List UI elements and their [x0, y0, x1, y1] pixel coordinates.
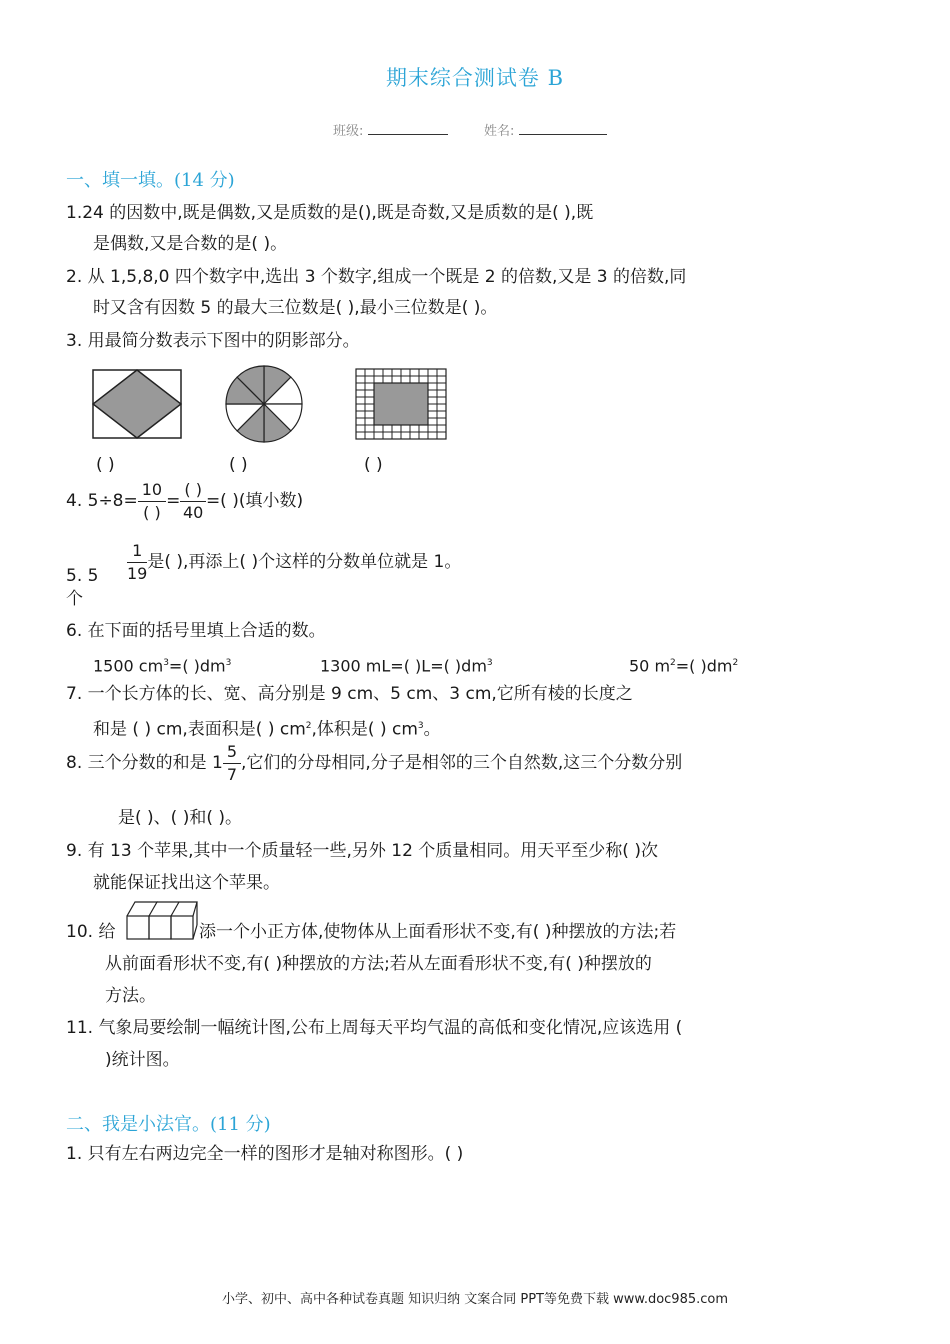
q2-line2: 时又含有因数 5 的最大三位数是( ),最小三位数是( )。: [93, 298, 498, 318]
q6-item-1-text: 1500 cm: [93, 656, 164, 676]
q5-suffix: 是( ),再添上( )个这样的分数单位就是 1。: [147, 552, 462, 572]
q8-frac-num: 5: [223, 741, 241, 764]
q4-frac2-num[interactable]: ( ): [180, 479, 206, 502]
diamond-figure: [92, 369, 182, 439]
q5-line: [127, 537, 461, 587]
q7-line2b: ,体积是( ) cm: [311, 719, 418, 740]
section-1-heading: 一、填一填。(14 分): [66, 170, 235, 191]
q6-item-1-sup: 3: [163, 658, 169, 668]
q10-line3: 方法。: [105, 986, 156, 1006]
q7-line2a: 和是 ( ) cm,表面积是( ) cm: [93, 719, 306, 740]
q8-frac-den: 7: [226, 764, 238, 784]
q6-line1: 6. 在下面的括号里填上合适的数。: [66, 621, 326, 641]
page-title: 期末综合测试卷 B: [385, 66, 565, 90]
q6-item-1-sup2: 3: [225, 658, 232, 668]
section-2-heading: 二、我是小法官。(11 分): [66, 1114, 271, 1135]
q7-sup-2: 3: [417, 721, 424, 731]
q6-item-1: [93, 648, 231, 681]
q4-fraction-1: [138, 479, 166, 524]
q4-fraction-2: [180, 479, 206, 524]
q1-line1: 1.24 的因数中,既是偶数,又是质数的是(),既是奇数,又是质数的是( ),既: [66, 203, 594, 223]
name-label: 姓名:: [484, 124, 515, 139]
q6-item-2-sup: 3: [486, 658, 493, 668]
q11-line1: 11. 气象局要绘制一幅统计图,公布上周每天平均气温的高低和变化情况,应该选用 (: [66, 1018, 683, 1038]
q6-item-3-text: 50 m: [629, 656, 671, 676]
footer-text: 小学、初中、高中各种试卷真题 知识归纳 文案合同 PPT等免费下载 www.doc985.com: [221, 1292, 729, 1307]
q7-line2c: 。: [423, 719, 441, 740]
grid-figure: [355, 368, 447, 440]
q4-suffix: =( )(填小数): [205, 491, 304, 511]
cubes-figure: [126, 900, 198, 941]
q3-blank-2[interactable]: ( ): [229, 455, 248, 475]
q4-prefix: 4. 5÷8=: [66, 491, 138, 511]
q3-blank-1[interactable]: ( ): [96, 455, 115, 475]
q8-prefix: 8. 三个分数的和是 1: [66, 753, 223, 773]
q5-frac-num: 1: [127, 540, 147, 563]
q4-line: [66, 476, 303, 526]
circle-figure: [224, 364, 304, 444]
name-field: [484, 120, 607, 139]
q6-item-2: [320, 648, 493, 681]
q6-item-3: [629, 648, 738, 681]
class-label: 班级:: [333, 124, 364, 139]
q2-line1: 2. 从 1,5,8,0 四个数字中,选出 3 个数字,组成一个既是 2 的倍数,又是 3 的倍数,同: [66, 267, 687, 287]
q8-line2: 是( )、( )和( )。: [118, 808, 243, 828]
q11-line2: )统计图。: [105, 1050, 180, 1070]
class-field: [333, 120, 448, 139]
q6-item-3-after: =( )dm: [675, 656, 733, 676]
q6-item-1-after: =( )dm: [168, 656, 226, 676]
q4-frac1-num: 10: [138, 479, 166, 502]
q8-fraction: [223, 741, 241, 786]
class-blank[interactable]: [368, 122, 448, 135]
q8-line1: [66, 738, 682, 788]
q5-prefix: 5. 5: [66, 566, 99, 586]
q4-frac1-den[interactable]: ( ): [143, 502, 161, 522]
q7-line1: 7. 一个长方体的长、宽、高分别是 9 cm、5 cm、3 cm,它所有棱的长度之: [66, 684, 633, 704]
name-blank[interactable]: [519, 122, 607, 135]
q1-line2: 是偶数,又是合数的是( )。: [93, 234, 288, 254]
q5-prefix2: 个: [66, 589, 83, 609]
s2-q1-line1: 1. 只有左右两边完全一样的图形才是轴对称图形。( ): [66, 1144, 464, 1164]
q6-item-3-sup2: 2: [732, 658, 739, 668]
grid-shaded: [374, 383, 428, 425]
q5-fraction: [127, 540, 147, 585]
q6-item-2-text: 1300 mL=( )L=( )dm: [320, 656, 487, 676]
q8-suffix: ,它们的分母相同,分子是相邻的三个自然数,这三个分数分别: [241, 753, 683, 773]
q9-line2: 就能保证找出这个苹果。: [93, 873, 280, 893]
q3-blank-3[interactable]: ( ): [364, 455, 383, 475]
q5-frac-den: 19: [127, 563, 148, 583]
q4-eq: =: [166, 491, 181, 511]
q10-prefix: 10. 给: [66, 922, 116, 942]
q10-suffix: 添一个小正方体,使物体从上面看形状不变,有( )种摆放的方法;若: [199, 922, 677, 942]
q10-line2: 从前面看形状不变,有( )种摆放的方法;若从左面看形状不变,有( )种摆放的: [105, 954, 652, 974]
q3-line1: 3. 用最简分数表示下图中的阴影部分。: [66, 331, 360, 351]
q9-line1: 9. 有 13 个苹果,其中一个质量轻一些,另外 12 个质量相同。用天平至少称( )次: [66, 841, 658, 861]
q7-sup-1: 2: [305, 721, 312, 731]
q6-item-3-sup: 2: [670, 658, 676, 668]
q4-frac2-den: 40: [182, 502, 204, 522]
